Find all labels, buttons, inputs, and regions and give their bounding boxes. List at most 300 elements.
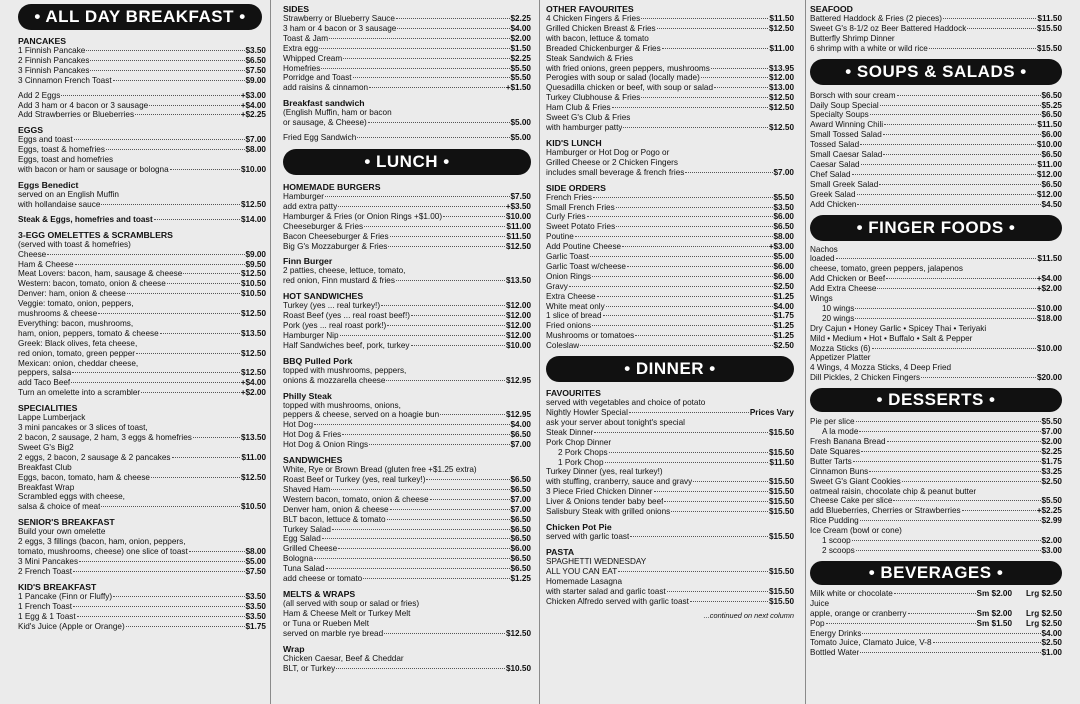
item-name: peppers, salsa xyxy=(18,368,72,378)
menu-item xyxy=(283,276,531,286)
item-name: A la mode xyxy=(822,427,859,437)
dot-leader xyxy=(136,353,240,354)
item-price: $4.00 xyxy=(510,420,531,430)
menu-item xyxy=(546,408,794,418)
item-name: mushrooms & cheese xyxy=(18,309,98,319)
menu-section xyxy=(810,4,1062,54)
item-description: Mexican: onion, cheddar cheese, xyxy=(18,358,139,368)
item-price: $3.50 xyxy=(773,202,794,212)
item-price: $6.50 xyxy=(1041,179,1062,189)
item-price: $15.50 xyxy=(768,427,794,437)
item-price: $2.50 xyxy=(1041,476,1062,486)
item-price: $6.50 xyxy=(245,55,266,65)
menu-item xyxy=(18,453,266,463)
section-title: Chicken Pot Pie xyxy=(546,521,612,532)
item-description: (English Muffin, ham or bacon xyxy=(283,108,392,118)
menu-item xyxy=(283,505,531,515)
dot-leader xyxy=(609,452,768,453)
dot-leader xyxy=(908,613,976,614)
dot-leader xyxy=(869,471,1040,472)
dot-leader xyxy=(855,318,1036,319)
item-price: +$4.00 xyxy=(240,100,266,110)
menu-item xyxy=(18,76,266,86)
beverage-large-price: Lrg $2.50 xyxy=(1026,608,1062,618)
menu-item xyxy=(18,135,266,145)
item-description: or Tuna or Rueben Melt xyxy=(283,618,370,628)
item-name: Roast Beef (yes ... real roast beef!) xyxy=(283,311,410,321)
item-price: $9.00 xyxy=(245,75,266,85)
item-price: $10.00 xyxy=(505,340,531,350)
menu-item xyxy=(810,447,1062,457)
item-name: Big G's Mozzaburger & Fries xyxy=(283,241,388,251)
item-price: $5.50 xyxy=(1041,496,1062,506)
dot-leader xyxy=(623,127,767,128)
menu-item xyxy=(546,597,794,607)
item-price: $5.50 xyxy=(510,73,531,83)
item-price: $6.50 xyxy=(510,514,531,524)
item-name: Add Extra Cheese xyxy=(810,284,877,294)
menu-item xyxy=(546,458,794,468)
item-name: Denver: ham, onion & cheese xyxy=(18,289,126,299)
dot-leader xyxy=(396,280,505,281)
section-title: PANCAKES xyxy=(18,36,67,46)
dot-leader xyxy=(113,80,245,81)
item-price: $10.00 xyxy=(240,165,266,175)
dot-leader xyxy=(962,510,1036,511)
dot-leader xyxy=(641,18,768,19)
menu-item xyxy=(18,433,266,443)
menu-section xyxy=(810,245,1062,384)
section-title: Wrap xyxy=(283,643,305,654)
item-name: Roast Beef or Turkey (yes, real turkey!) xyxy=(283,475,426,484)
dot-leader xyxy=(693,481,768,482)
item-name: Fried Egg Sandwich xyxy=(283,133,357,143)
menu-section xyxy=(18,180,266,210)
item-name: Ham & Cheese xyxy=(18,259,74,269)
item-price: $7.00 xyxy=(510,494,531,504)
dot-leader xyxy=(861,164,1037,165)
item-name: 6 shrimp with a white or wild rice xyxy=(810,43,928,53)
menu-item xyxy=(546,311,794,321)
item-price: $2.25 xyxy=(510,53,531,63)
item-price: $6.00 xyxy=(1041,130,1062,140)
item-price: $10.50 xyxy=(240,279,266,289)
menu-item xyxy=(283,544,531,554)
menu-item xyxy=(546,321,794,331)
item-name: Daily Soup Special xyxy=(810,100,879,110)
dinner-sections xyxy=(546,388,794,606)
dot-leader xyxy=(879,184,1040,185)
dot-leader xyxy=(860,520,1041,521)
dot-leader xyxy=(852,174,1036,175)
item-name: Sweet G's Giant Cookies xyxy=(810,476,901,486)
item-name: Award Winning Chili xyxy=(810,120,884,130)
item-price: $6.50 xyxy=(510,534,531,544)
menu-item xyxy=(810,284,1062,294)
dot-leader xyxy=(862,633,1040,634)
menu-item xyxy=(18,329,266,339)
menu-item xyxy=(283,83,531,93)
menu-item xyxy=(546,532,794,542)
item-price: +$4.00 xyxy=(240,378,266,388)
menu-item xyxy=(18,349,266,359)
item-name: Add Chicken xyxy=(810,199,857,209)
menu-item xyxy=(283,24,531,34)
item-price: $5.00 xyxy=(245,556,266,566)
dot-leader xyxy=(340,335,505,336)
item-price: $5.00 xyxy=(510,133,531,143)
item-name: Eggs, bacon, tomato, ham & cheese xyxy=(18,472,150,482)
dot-leader xyxy=(594,432,768,433)
item-price: $6.50 xyxy=(510,430,531,440)
dot-leader xyxy=(426,479,509,480)
beverage-name: Tomato Juice, Clamato Juice, V-8 xyxy=(810,638,932,648)
item-price: $8.00 xyxy=(245,145,266,155)
section-title: SIDE ORDERS xyxy=(546,182,606,193)
menu-section xyxy=(18,517,266,577)
menu-item xyxy=(546,44,794,54)
item-price: $15.50 xyxy=(768,531,794,541)
dot-leader xyxy=(859,431,1040,432)
column-divider xyxy=(539,0,540,704)
dot-leader xyxy=(61,95,239,96)
item-name: Nightly Howler Special xyxy=(546,408,628,417)
dot-leader xyxy=(336,668,505,669)
menu-item xyxy=(18,557,266,567)
item-name: Mozza Sticks (6) xyxy=(810,343,871,353)
dot-leader xyxy=(587,216,773,217)
item-price: $3.50 xyxy=(245,601,266,611)
menu-item xyxy=(283,430,531,440)
item-name: Add Poutine Cheese xyxy=(546,242,622,252)
item-price: $6.00 xyxy=(773,212,794,222)
item-name: Egg Salad xyxy=(283,534,321,544)
menu-item xyxy=(283,321,531,331)
menu-item xyxy=(546,232,794,242)
menu-item xyxy=(810,417,1062,427)
item-name: Tuna Salad xyxy=(283,564,325,574)
item-name: Pork (yes ... real roast pork!) xyxy=(283,321,387,331)
item-name: Greek Salad xyxy=(810,189,856,199)
menu-item xyxy=(546,262,794,272)
menu-section xyxy=(546,138,794,178)
item-price: $11.50 xyxy=(506,231,531,241)
beverage-item xyxy=(810,638,1062,648)
menu-item xyxy=(283,331,531,341)
dinner-column xyxy=(546,4,794,702)
item-name: Curly Fries xyxy=(546,212,586,222)
menu-section xyxy=(283,291,531,351)
item-name: Specialty Soups xyxy=(810,110,869,120)
menu-item xyxy=(18,289,266,299)
favourites-sections xyxy=(546,4,794,351)
menu-item xyxy=(18,91,266,101)
menu-item xyxy=(18,46,266,56)
menu-section xyxy=(283,644,531,674)
section-title: FAVOURITES xyxy=(546,388,601,399)
menu-item xyxy=(546,272,794,282)
menu-item xyxy=(810,101,1062,111)
item-name: Hot Dog & Fries xyxy=(283,430,342,440)
menu-section xyxy=(283,256,531,286)
beverage-large-price: Lrg $2.50 xyxy=(1026,588,1062,598)
dot-leader xyxy=(883,154,1040,155)
item-price: $6.50 xyxy=(1041,150,1062,160)
menu-item xyxy=(283,192,531,202)
item-name: tomato, mushrooms, cheese) one slice of toast xyxy=(18,547,188,557)
item-name: Fried onions xyxy=(546,321,592,331)
item-price: $12.00 xyxy=(505,301,531,311)
dot-leader xyxy=(902,481,1041,482)
item-price: $12.00 xyxy=(768,73,794,83)
column-divider xyxy=(270,0,271,704)
item-price: $5.00 xyxy=(773,252,794,262)
menu-item xyxy=(283,14,531,24)
menu-item xyxy=(18,165,266,175)
beverage-large-price: $4.00 xyxy=(1041,628,1062,638)
item-name: with fried onions, green peppers, mushrooms xyxy=(546,63,710,73)
item-name: Cheeseburger & Fries xyxy=(283,221,364,231)
item-price: $11.50 xyxy=(769,457,794,467)
item-description: Chicken Caesar, Beef & Cheddar xyxy=(283,653,404,663)
item-price: $15.50 xyxy=(1036,23,1062,33)
item-name: with stuffing, cranberry, sauce and gravy xyxy=(546,477,693,487)
item-name: salsa & choice of meat xyxy=(18,502,101,512)
menu-item xyxy=(546,73,794,83)
dot-leader xyxy=(384,633,505,634)
menu-item xyxy=(546,567,794,577)
dot-leader xyxy=(154,219,240,220)
item-price: $10.00 xyxy=(1036,140,1062,150)
item-price: $15.50 xyxy=(768,566,794,576)
menu-item xyxy=(810,344,1062,354)
item-description: with bacon, lettuce & tomato xyxy=(546,33,649,43)
lunch-sections xyxy=(283,182,531,673)
item-price: $5.00 xyxy=(510,118,531,128)
beverage-small-price: Sm $1.50 xyxy=(976,618,1013,628)
item-price: +$1.50 xyxy=(505,83,531,93)
menu-section xyxy=(18,230,266,399)
item-price: $12.50 xyxy=(240,309,266,319)
dot-leader xyxy=(627,266,773,267)
item-price: $12.50 xyxy=(505,241,531,251)
item-price: +$3.00 xyxy=(240,90,266,100)
beverages-list xyxy=(810,589,1062,658)
item-name: Hot Dog & Onion Rings xyxy=(283,440,369,450)
item-price: $15.50 xyxy=(768,477,794,487)
dot-leader xyxy=(893,500,1040,501)
item-name: Pie per slice xyxy=(810,417,855,427)
item-description: Ham & Cheese Melt or Turkey Melt xyxy=(283,608,411,618)
menu-item xyxy=(283,73,531,83)
item-name: 1 Pancake (Finn or Fluffy) xyxy=(18,591,113,601)
item-description: Pork Chop Dinner xyxy=(546,437,612,447)
continued-note: ...continued on next column xyxy=(703,611,794,621)
item-price: $7.00 xyxy=(510,440,531,450)
dot-leader xyxy=(390,509,510,510)
dot-leader xyxy=(314,558,509,559)
menu-item xyxy=(18,388,266,398)
item-name: 2 eggs, 2 bacon, 2 sausage & 2 pancakes xyxy=(18,452,171,462)
menu-section xyxy=(283,455,531,584)
dot-leader xyxy=(71,382,240,383)
item-price: $6.50 xyxy=(1041,90,1062,100)
dot-leader xyxy=(387,325,505,326)
dot-leader xyxy=(629,412,749,413)
item-name: add extra patty xyxy=(283,201,338,211)
dot-leader xyxy=(592,276,772,277)
item-name: 2 bacon, 2 sausage, 2 ham, 3 eggs & homefries xyxy=(18,433,192,442)
menu-item xyxy=(546,123,794,133)
dot-leader xyxy=(872,348,1036,349)
menu-item xyxy=(18,66,266,76)
item-name: Coleslaw xyxy=(546,341,580,351)
dot-leader xyxy=(883,134,1041,135)
menu-item xyxy=(283,301,531,311)
item-name: 1 French Toast xyxy=(18,601,73,611)
menu-section xyxy=(546,388,794,517)
item-price: $11.50 xyxy=(769,14,794,23)
item-name: with bacon or ham or sausage or bologna xyxy=(18,165,169,175)
item-name: Add Strawberries or Blueberries xyxy=(18,110,135,120)
dot-leader xyxy=(861,451,1040,452)
item-price: $10.00 xyxy=(1036,343,1062,353)
dot-leader xyxy=(90,70,244,71)
menu-item xyxy=(810,170,1062,180)
item-price: $12.50 xyxy=(768,103,794,113)
dot-leader xyxy=(72,372,240,373)
item-price: $7.00 xyxy=(1041,427,1062,437)
dot-leader xyxy=(667,591,768,592)
item-description: Mild • Medium • Hot • Buffalo • Salt & Pepper xyxy=(810,333,973,343)
item-name: Porridge and Toast xyxy=(283,73,352,83)
item-price: $12.50 xyxy=(768,122,794,132)
item-name: Denver ham, onion & cheese xyxy=(283,504,389,514)
menu-section xyxy=(283,98,531,128)
menu-section xyxy=(283,4,531,93)
item-name: Salisbury Steak with grilled onions xyxy=(546,507,671,517)
menu-item xyxy=(546,83,794,93)
item-price: $2.50 xyxy=(773,341,794,351)
dot-leader xyxy=(390,236,506,237)
menu-item xyxy=(546,168,794,178)
item-name: ham, onion, peppers, tomato & cheese xyxy=(18,328,159,338)
item-name: Whipped Cream xyxy=(283,53,343,63)
dot-leader xyxy=(151,477,240,478)
menu-item xyxy=(283,664,531,674)
seafood-section xyxy=(810,4,1062,54)
item-price: $6.50 xyxy=(773,222,794,232)
menu-item xyxy=(810,14,1062,24)
dot-leader xyxy=(77,616,245,617)
item-price: $2.50 xyxy=(773,281,794,291)
dot-leader xyxy=(74,139,245,140)
item-name: 2 French Toast xyxy=(18,566,73,576)
item-name: Rice Pudding xyxy=(810,516,859,526)
dot-leader xyxy=(387,519,510,520)
dot-leader xyxy=(714,87,768,88)
section-title: KID'S LUNCH xyxy=(546,137,602,148)
item-price: $7.50 xyxy=(245,65,266,75)
item-name: Garlic Toast w/cheese xyxy=(546,261,626,271)
item-price: +$2.00 xyxy=(240,388,266,398)
item-name: red onion, Finn mustard & fries xyxy=(283,276,395,286)
item-price: $13.00 xyxy=(768,83,794,93)
item-description: Ice Cream (bowl or cone) xyxy=(810,526,902,536)
dot-leader xyxy=(657,28,768,29)
menu-section xyxy=(283,391,531,451)
item-price: $4.00 xyxy=(510,23,531,33)
dot-leader xyxy=(886,278,1036,279)
menu-item xyxy=(283,629,531,639)
dot-leader xyxy=(369,87,505,88)
menu-item xyxy=(810,160,1062,170)
dot-leader xyxy=(622,246,768,247)
dot-leader xyxy=(189,551,245,552)
item-price: $15.50 xyxy=(1036,43,1062,53)
menu-item xyxy=(546,64,794,74)
finger-foods-section xyxy=(810,245,1062,384)
dot-leader xyxy=(338,206,505,207)
item-name: Hamburger Nip xyxy=(283,330,339,340)
dot-leader xyxy=(836,258,1037,259)
item-price: $12.50 xyxy=(768,93,794,103)
item-name: Chef Salad xyxy=(810,169,851,179)
dot-leader xyxy=(386,380,505,381)
dot-leader xyxy=(597,296,773,297)
menu-section xyxy=(18,36,266,86)
item-name: Battered Haddock & Fries (2 pieces) xyxy=(810,14,942,23)
dot-leader xyxy=(149,105,240,106)
dot-leader xyxy=(569,286,773,287)
item-name: Homefries xyxy=(283,63,321,73)
item-name: Eggs, toast & homefries xyxy=(18,145,105,155)
item-name: Hamburger xyxy=(283,191,324,201)
dot-leader xyxy=(397,28,509,29)
section-title: MELTS & WRAPS xyxy=(283,588,356,599)
menu-item xyxy=(546,282,794,292)
section-title: SEAFOOD xyxy=(810,4,853,14)
beverage-name: Energy Drinks xyxy=(810,628,862,638)
dot-leader xyxy=(897,95,1041,96)
dot-leader xyxy=(440,414,505,415)
section-title: Eggs Benedict xyxy=(18,179,79,190)
item-name: 1 Egg & 1 Toast xyxy=(18,611,76,621)
dot-leader xyxy=(329,38,509,39)
menu-item xyxy=(810,110,1062,120)
dot-leader xyxy=(943,18,1036,19)
dot-leader xyxy=(967,28,1036,29)
dot-leader xyxy=(580,345,772,346)
menu-section xyxy=(810,417,1062,556)
item-price: $6.00 xyxy=(773,261,794,271)
beverage-name: Pop xyxy=(810,618,825,628)
menu-section xyxy=(18,582,266,632)
item-price: $18.00 xyxy=(1036,313,1062,323)
menu-item xyxy=(810,44,1062,54)
menu-item xyxy=(810,546,1062,556)
item-price: $11.50 xyxy=(1037,254,1062,264)
item-price: $11.00 xyxy=(506,221,531,231)
dot-leader xyxy=(411,315,505,316)
menu-item xyxy=(18,110,266,120)
beverage-name: Bottled Water xyxy=(810,648,860,658)
item-name: served on marble rye bread xyxy=(283,628,384,638)
beverage-large-price: $2.50 xyxy=(1041,638,1062,648)
item-name: Western: bacon, tomato, onion & cheese xyxy=(18,279,166,289)
beverage-name: apple, orange or cranberry xyxy=(810,608,907,618)
item-name: Butter Tarts xyxy=(810,456,852,466)
